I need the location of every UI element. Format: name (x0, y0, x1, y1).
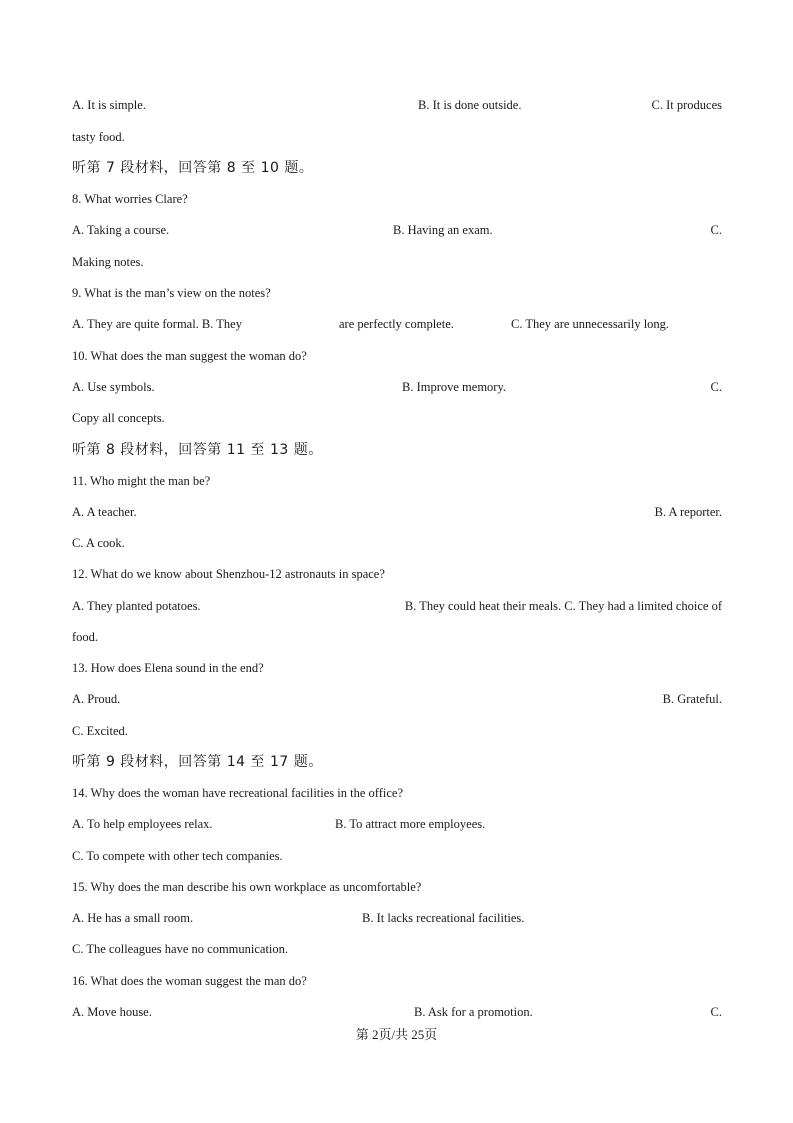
q12-stem: 12. What do we know about Shenzhou-12 astronauts in space? (72, 567, 385, 581)
q7-option-b: B. It is done outside. (418, 98, 522, 112)
q8-option-c-continued: Making notes. (72, 255, 144, 269)
q10-option-a: A. Use symbols. (72, 380, 155, 394)
q8-option-b: B. Having an exam. (393, 223, 493, 237)
q8-options (72, 220, 722, 240)
q12-option-c-continued: food. (72, 630, 99, 644)
q13-option-b: B. Grateful. (662, 692, 722, 706)
q13-option-c: C. Excited. (72, 724, 128, 738)
q9-options (72, 314, 722, 334)
q11-options (72, 502, 722, 522)
q9-option-c: C. They are unnecessarily long. (511, 317, 670, 331)
q7-option-a: A. It is simple. (72, 98, 146, 112)
q13-stem: 13. How does Elena sound in the end? (72, 661, 264, 675)
q11-option-a: A. A teacher. (72, 505, 137, 519)
q7-option-c: C. It produces (651, 98, 722, 112)
q15-option-c: C. The colleagues have no communication. (72, 942, 289, 956)
q13-options (72, 689, 722, 709)
q11-option-b: B. A reporter. (654, 505, 722, 519)
q16-option-a: A. Move house. (72, 1005, 152, 1019)
q10-option-b: B. Improve memory. (402, 380, 507, 394)
q8-option-c: C. (710, 223, 722, 237)
q7-option-c-cont-text: tasty food. (72, 130, 125, 144)
page-number-footer: 第 2页/共 25页 (355, 1027, 438, 1042)
q16-options (72, 1002, 722, 1022)
q11-stem: 11. Who might the man be? (72, 474, 211, 488)
q12-option-b-c: B. They could heat their meals. C. They had a limited choice of (404, 599, 722, 613)
section-heading-9: 听第 9 段材料，回答第 14 至 17 题。 (72, 754, 323, 770)
q12-option-a: A. They planted potatoes. (72, 599, 201, 613)
q11-option-c: C. A cook. (72, 536, 125, 550)
q15-option-a: A. He has a small room. (72, 911, 194, 925)
q16-option-b: B. Ask for a promotion. (414, 1005, 533, 1019)
section-heading-7: 听第 7 段材料，回答第 8 至 10 题。 (72, 160, 314, 176)
q9-option-b: are perfectly complete. (339, 317, 454, 331)
section-heading-8: 听第 8 段材料，回答第 11 至 13 题。 (72, 442, 323, 458)
q7-option-c-continued (72, 127, 722, 147)
q14-option-c: C. To compete with other tech companies. (72, 849, 283, 863)
q10-option-c: C. (710, 380, 722, 394)
q16-option-c: C. (710, 1005, 722, 1019)
q15-option-b: B. It lacks recreational facilities. (362, 911, 525, 925)
q16-stem: 16. What does the woman suggest the man do? (72, 974, 307, 988)
q10-options (72, 377, 722, 397)
q10-stem: 10. What does the man suggest the woman do? (72, 349, 307, 363)
q9-stem: 9. What is the man’s view on the notes? (72, 286, 271, 300)
q8-option-a: A. Taking a course. (72, 223, 170, 237)
q14-option-a: A. To help employees relax. (72, 817, 213, 831)
q15-options (72, 908, 722, 928)
q10-option-c-continued: Copy all concepts. (72, 411, 165, 425)
q8-stem: 8. What worries Clare? (72, 192, 188, 206)
q9-option-a: A. They are quite formal. B. They (72, 317, 242, 331)
q7-options (72, 95, 722, 115)
q14-options (72, 814, 722, 834)
q12-options (72, 596, 722, 616)
q14-option-b: B. To attract more employees. (335, 817, 486, 831)
q13-option-a: A. Proud. (72, 692, 121, 706)
q15-stem: 15. Why does the man describe his own workplace as uncomfortable? (72, 880, 422, 894)
q14-stem: 14. Why does the woman have recreational facilities in the office? (72, 786, 404, 800)
